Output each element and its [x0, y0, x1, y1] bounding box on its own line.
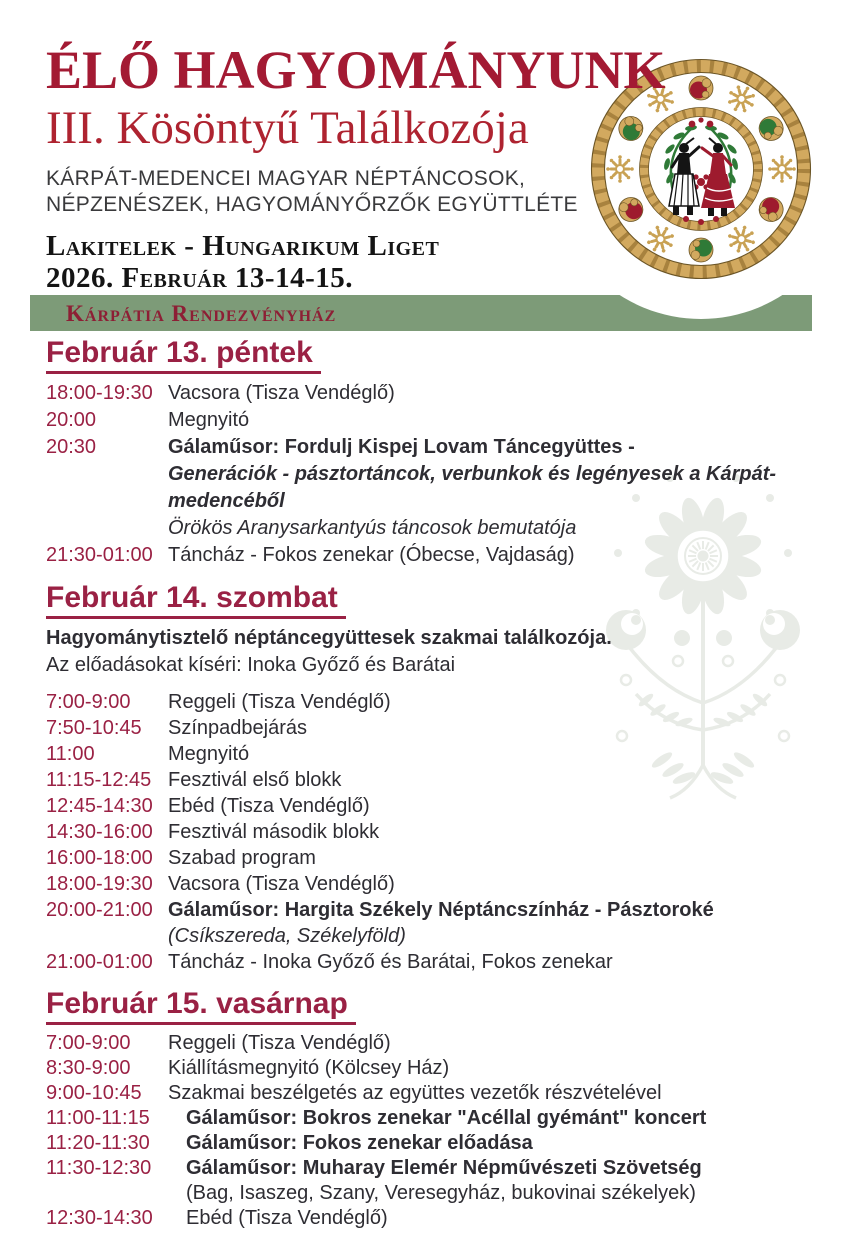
event-date: 2026. Február 13-14-15.: [46, 262, 353, 294]
event-line: Gálaműsor: Fordulj Kispej Lovam Táncegyüttes -: [168, 436, 635, 458]
description-line-2: NÉPZENÉSZEK, HAGYOMÁNYŐRZŐK EGYÜTTLÉTE: [46, 193, 578, 216]
page-subtitle: III. Kösöntyű Találkozója: [46, 102, 529, 154]
time-cell: 11:20-11:30: [46, 1132, 150, 1154]
time-cell: 11:30-12:30: [46, 1157, 152, 1179]
day-section: [46, 336, 846, 569]
schedule-row: [46, 845, 846, 871]
schedule-row: [46, 871, 846, 897]
time-cell: 11:00-11:15: [46, 1107, 150, 1129]
schedule-row: [46, 897, 846, 949]
event-line: Gálaműsor: Muharay Elemér Népművészeti Szövetség: [186, 1157, 702, 1179]
event-cell: [168, 819, 846, 845]
event-line: Kiállításmegnyitó (Kölcsey Ház): [168, 1057, 450, 1079]
event-line: Vacsora (Tisza Vendéglő): [168, 382, 395, 404]
day-heading: Február 13. péntek: [46, 336, 321, 374]
event-line: Táncház - Inoka Győző és Barátai, Fokos zenekar: [168, 951, 613, 973]
page-title: ÉLŐ HAGYOMÁNYUNK: [46, 40, 666, 100]
schedule-row: [46, 767, 846, 793]
schedule-row: [46, 407, 846, 434]
event-cell: [168, 767, 846, 793]
event-line: (Csíkszereda, Székelyföld): [168, 925, 406, 947]
time-cell: 18:00-19:30: [46, 382, 153, 404]
day-section: [46, 581, 846, 975]
schedule-row: [46, 434, 846, 542]
event-line: Fesztivál első blokk: [168, 769, 342, 791]
time-cell: 21:00-01:00: [46, 951, 153, 973]
time-cell: 7:00-9:00: [46, 691, 131, 713]
time-cell: 21:30-01:00: [46, 544, 153, 566]
time-cell: 20:00-21:00: [46, 899, 153, 921]
event-cell: [168, 1206, 846, 1231]
event-line: Szabad program: [168, 847, 316, 869]
event-cell: [168, 689, 846, 715]
schedule: [46, 336, 846, 1243]
schedule-row: [46, 380, 846, 407]
event-cell: [168, 1031, 846, 1056]
day-heading: Február 15. vasárnap: [46, 987, 356, 1025]
event-line: Reggeli (Tisza Vendéglő): [168, 691, 391, 713]
schedule-row: [46, 741, 846, 767]
event-cell: [168, 407, 846, 434]
schedule-row: [46, 1156, 846, 1206]
event-description: [46, 166, 666, 218]
description-line-1: KÁRPÁT-MEDENCEI MAGYAR NÉPTÁNCOSOK,: [46, 167, 526, 190]
event-line: Reggeli (Tisza Vendéglő): [168, 1032, 391, 1054]
schedule-row: [46, 793, 846, 819]
event-line: Örökös Aranysarkantyús táncosok bemutatója: [168, 517, 577, 539]
time-cell: 14:30-16:00: [46, 821, 153, 843]
event-cell: [168, 1156, 846, 1206]
intro-gap: [46, 679, 846, 689]
day-intro-line: Hagyománytisztelő néptáncegyüttesek szakmai találkozója.: [46, 627, 612, 649]
time-cell: 9:00-10:45: [46, 1082, 142, 1104]
event-cell: [168, 949, 846, 975]
schedule-row: [46, 1031, 846, 1056]
time-cell: 16:00-18:00: [46, 847, 153, 869]
time-cell: 20:00: [46, 409, 97, 431]
day-heading: Február 14. szombat: [46, 581, 346, 619]
schedule-row: [46, 819, 846, 845]
schedule-row: [46, 715, 846, 741]
day-section: [46, 987, 846, 1231]
time-cell: 7:50-10:45: [46, 717, 142, 739]
event-cell: [168, 434, 846, 542]
time-cell: 12:45-14:30: [46, 795, 153, 817]
event-cell: [168, 1056, 846, 1081]
event-cell: [168, 715, 846, 741]
event-line: Táncház - Fokos zenekar (Óbecse, Vajdaság): [168, 544, 575, 566]
event-line: Gálaműsor: Fokos zenekar előadása: [186, 1132, 533, 1154]
event-cell: [168, 793, 846, 819]
day-intro-line: Az előadásokat kíséri: Inoka Győző és Barátai: [46, 654, 456, 676]
event-line: Generációk - pásztortáncok, verbunkok és legényesek a Kárpát-medencéből: [168, 463, 777, 512]
event-line: Ebéd (Tisza Vendéglő): [186, 1207, 388, 1229]
schedule-row: [46, 689, 846, 715]
schedule-row: [46, 1131, 846, 1156]
event-line: Gálaműsor: Bokros zenekar "Acéllal gyémánt" koncert: [186, 1107, 707, 1129]
schedule-row: [46, 1106, 846, 1131]
event-cell: [168, 741, 846, 767]
event-cell: [168, 1131, 846, 1156]
event-cell: [168, 1081, 846, 1106]
event-cell: [168, 897, 846, 949]
event-line: Ebéd (Tisza Vendéglő): [168, 795, 370, 817]
event-cell: [168, 542, 846, 569]
event-line: Gálaműsor: Hargita Székely Néptáncszínház - Pásztoroké: [168, 899, 714, 921]
event-line: Színpadbejárás: [168, 717, 307, 739]
time-cell: 18:00-19:30: [46, 873, 153, 895]
event-cell: [168, 1106, 846, 1131]
header: [46, 40, 666, 294]
schedule-row: [46, 949, 846, 975]
time-cell: 11:15-12:45: [46, 769, 152, 791]
schedule-row: [46, 1206, 846, 1231]
event-line: Megnyitó: [168, 743, 250, 765]
time-cell: 12:30-14:30: [46, 1207, 153, 1229]
time-cell: 20:30: [46, 436, 97, 458]
time-cell: 11:00: [46, 743, 95, 765]
schedule-row: [46, 1056, 846, 1081]
event-cell: [168, 380, 846, 407]
time-cell: 8:30-9:00: [46, 1057, 131, 1079]
event-location: Lakitelek - Hungarikum Liget: [46, 230, 440, 262]
event-cell: [168, 845, 846, 871]
event-line: Vacsora (Tisza Vendéglő): [168, 873, 395, 895]
event-line: Szakmai beszélgetés az együttes vezetők részvételével: [168, 1082, 662, 1104]
schedule-row: [46, 1081, 846, 1106]
schedule-row: [46, 542, 846, 569]
event-line: Megnyitó: [168, 409, 250, 431]
event-line: (Bag, Isaszeg, Szany, Veresegyház, bukovinai székelyek): [186, 1182, 696, 1204]
event-cell: [168, 871, 846, 897]
time-cell: 7:00-9:00: [46, 1032, 131, 1054]
venue-banner-label: Kárpátia Rendezvényház: [66, 301, 337, 326]
event-line: Fesztivál második blokk: [168, 821, 380, 843]
